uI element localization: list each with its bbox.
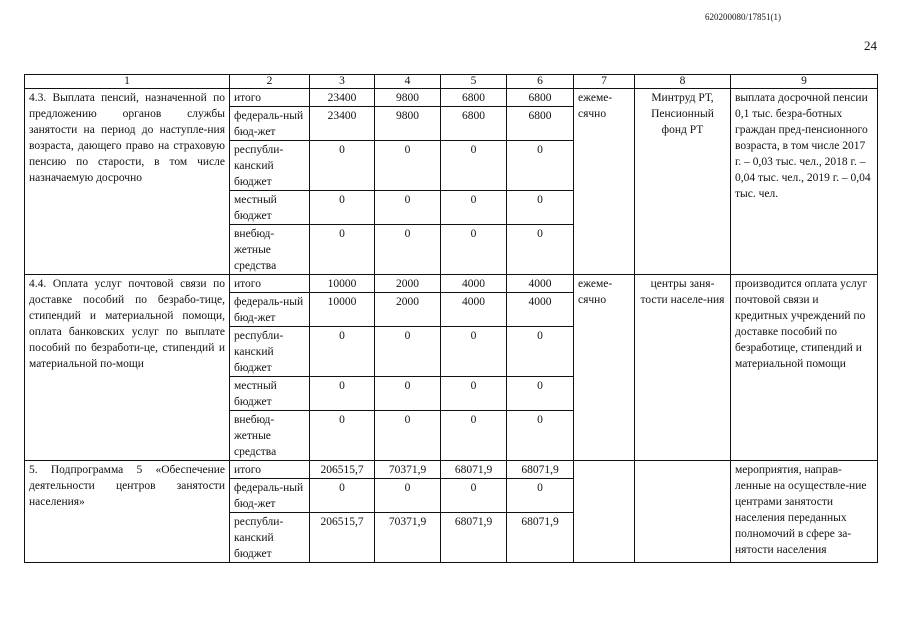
funding-value: 4000 xyxy=(441,293,507,327)
funding-value: 0 xyxy=(507,327,574,377)
funding-value: 0 xyxy=(310,141,375,191)
funding-source: федераль-ный бюд-жет xyxy=(230,293,310,327)
funding-value: 70371,9 xyxy=(375,513,441,563)
funding-value: 0 xyxy=(441,479,507,513)
funding-value: 2000 xyxy=(375,275,441,293)
funding-source: республи-канский бюджет xyxy=(230,513,310,563)
funding-value: 206515,7 xyxy=(310,461,375,479)
funding-value: 0 xyxy=(507,191,574,225)
funding-value: 6800 xyxy=(507,89,574,107)
measure-name: 5. Подпрограмма 5 «Обеспечение деятельности центров занятости населения» xyxy=(25,461,230,563)
funding-value: 23400 xyxy=(310,107,375,141)
funding-value: 6800 xyxy=(507,107,574,141)
funding-value: 0 xyxy=(441,377,507,411)
funding-value: 0 xyxy=(310,479,375,513)
column-number: 8 xyxy=(635,75,731,89)
funding-value: 0 xyxy=(375,377,441,411)
funding-value: 2000 xyxy=(375,293,441,327)
expected-result: мероприятия, направ-ленные на осуществле-ние центрами занятости населения переданных полномочий в сфере за-нятости населения xyxy=(731,461,878,563)
table-row xyxy=(25,275,878,293)
funding-source: итого xyxy=(230,275,310,293)
funding-source: республи-канский бюджет xyxy=(230,327,310,377)
period: ежеме-сячно xyxy=(574,89,635,275)
funding-value: 0 xyxy=(310,411,375,461)
column-number: 6 xyxy=(507,75,574,89)
column-number: 1 xyxy=(25,75,230,89)
column-number: 4 xyxy=(375,75,441,89)
funding-value: 70371,9 xyxy=(375,461,441,479)
funding-value: 0 xyxy=(310,191,375,225)
funding-value: 6800 xyxy=(441,89,507,107)
measure-name: 4.3. Выплата пенсий, назначенной по предложению органов службы занятости на период до наступле-ния возраста, дающего право на страховую пенсию по старости, в том числе назначаемую досрочно xyxy=(25,89,230,275)
funding-value: 0 xyxy=(507,479,574,513)
funding-value: 0 xyxy=(507,141,574,191)
funding-value: 0 xyxy=(441,225,507,275)
funding-value: 0 xyxy=(375,191,441,225)
column-number: 2 xyxy=(230,75,310,89)
funding-value: 0 xyxy=(375,411,441,461)
funding-source: республи-канский бюджет xyxy=(230,141,310,191)
measure-name: 4.4. Оплата услуг почтовой связи по доставке пособий по безрабо-тице, стипендий и материальной помощи, оплата банковских услуг по выплате пособий по безработи-це, стипендий и материальной по-мощи xyxy=(25,275,230,461)
funding-value: 0 xyxy=(310,327,375,377)
funding-source: внебюд-жетные средства xyxy=(230,411,310,461)
funding-value: 9800 xyxy=(375,107,441,141)
funding-value: 0 xyxy=(507,411,574,461)
page-number: 24 xyxy=(864,38,877,53)
funding-value: 0 xyxy=(441,191,507,225)
funding-value: 0 xyxy=(507,377,574,411)
executor: Минтруд РТ, Пенсионный фонд РТ xyxy=(635,89,731,275)
column-number: 3 xyxy=(310,75,375,89)
funding-value: 23400 xyxy=(310,89,375,107)
funding-value: 68071,9 xyxy=(507,461,574,479)
column-number: 9 xyxy=(731,75,878,89)
column-number-row xyxy=(25,75,878,89)
funding-value: 0 xyxy=(310,225,375,275)
funding-value: 10000 xyxy=(310,293,375,327)
funding-value: 9800 xyxy=(375,89,441,107)
funding-value: 68071,9 xyxy=(507,513,574,563)
funding-value: 0 xyxy=(375,479,441,513)
funding-value: 0 xyxy=(441,411,507,461)
funding-source: федераль-ный бюд-жет xyxy=(230,107,310,141)
program-table xyxy=(24,74,878,563)
funding-value: 68071,9 xyxy=(441,513,507,563)
expected-result: производится оплата услуг почтовой связи и кредитных учреждений по доставке пособий по безработице, стипендий и материальной помощи xyxy=(731,275,878,461)
funding-value: 4000 xyxy=(507,293,574,327)
funding-value: 68071,9 xyxy=(441,461,507,479)
expected-result: выплата досрочной пенсии 0,1 тыс. безра-ботных граждан пред-пенсионного возраста, в том числе 2017 г. – 0,03 тыс. чел., 2018 г. – 0,04 тыс. чел., 2019 г. – 0,04 тыс. чел. xyxy=(731,89,878,275)
funding-value: 4000 xyxy=(507,275,574,293)
funding-source: местный бюджет xyxy=(230,191,310,225)
table-row xyxy=(25,89,878,107)
funding-value: 0 xyxy=(375,225,441,275)
funding-source: итого xyxy=(230,461,310,479)
funding-value: 0 xyxy=(441,327,507,377)
funding-source: итого xyxy=(230,89,310,107)
document-id: 620200080/17851(1) xyxy=(705,12,781,22)
period: ежеме-сячно xyxy=(574,275,635,461)
executor: центры заня-тости населе-ния xyxy=(635,275,731,461)
funding-value: 0 xyxy=(310,377,375,411)
funding-source: федераль-ный бюд-жет xyxy=(230,479,310,513)
period xyxy=(574,461,635,563)
funding-value: 10000 xyxy=(310,275,375,293)
funding-source: местный бюджет xyxy=(230,377,310,411)
funding-value: 4000 xyxy=(441,275,507,293)
column-number: 5 xyxy=(441,75,507,89)
funding-value: 0 xyxy=(441,141,507,191)
executor xyxy=(635,461,731,563)
funding-source: внебюд-жетные средства xyxy=(230,225,310,275)
funding-value: 206515,7 xyxy=(310,513,375,563)
funding-value: 6800 xyxy=(441,107,507,141)
table-row xyxy=(25,461,878,479)
column-number: 7 xyxy=(574,75,635,89)
funding-value: 0 xyxy=(375,327,441,377)
funding-value: 0 xyxy=(375,141,441,191)
funding-value: 0 xyxy=(507,225,574,275)
